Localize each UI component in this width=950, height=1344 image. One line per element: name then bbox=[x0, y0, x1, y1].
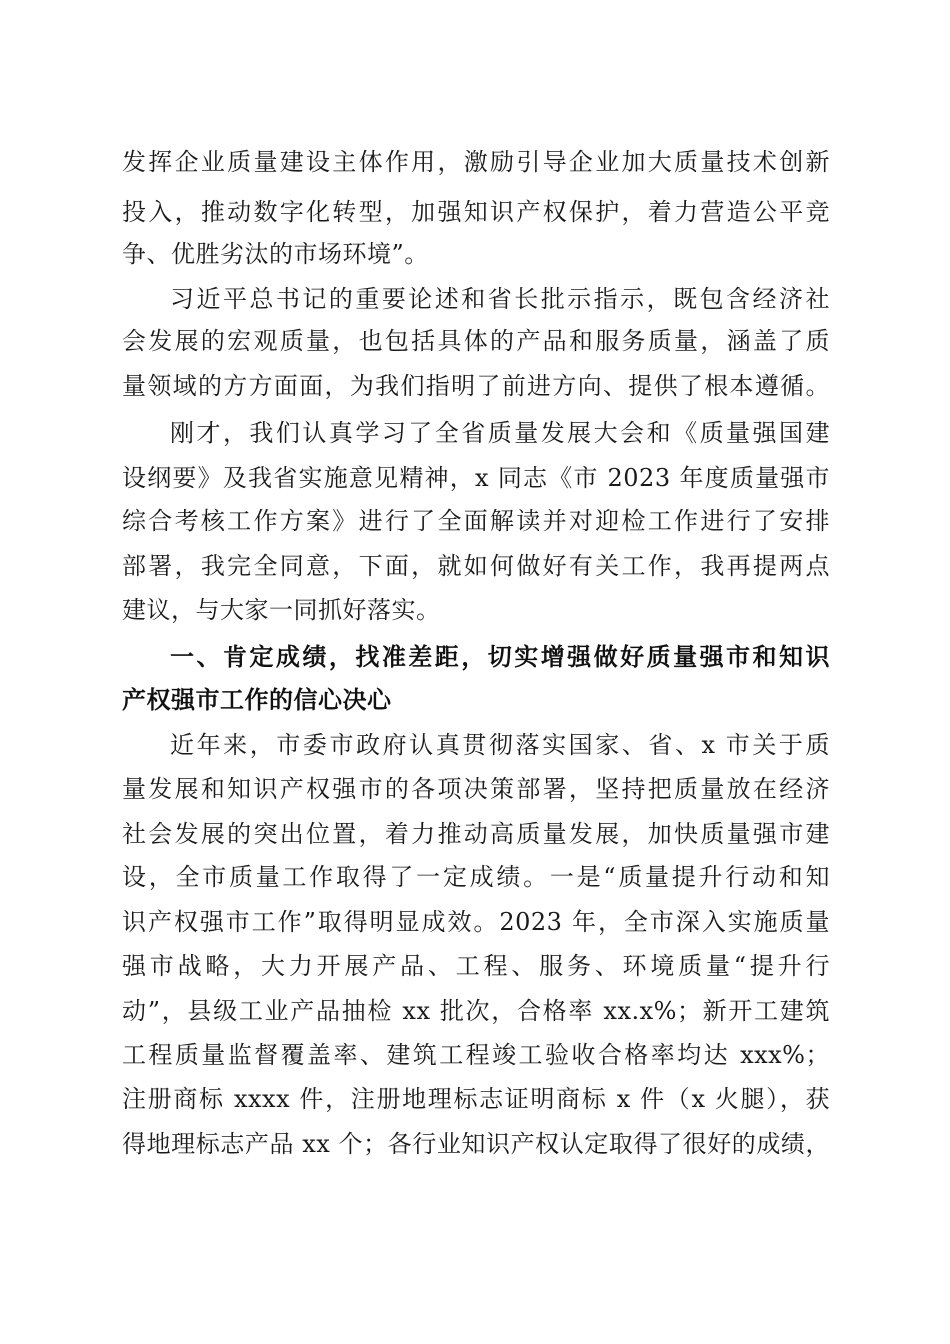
text-line: 发挥企业质量建设主体作用，激励引导企业加大质量技术创新 bbox=[122, 148, 830, 176]
text-line: 争、优胜劣汰的市场环境”。 bbox=[122, 240, 429, 268]
text-line: 量发展和知识产权强市的各项决策部署，坚持把质量放在经济 bbox=[122, 775, 830, 803]
text-line: 设，全市质量工作取得了一定成绩。一是“质量提升行动和知 bbox=[122, 863, 830, 891]
text-line: 强市战略，大力开展产品、工程、服务、环境质量“提升行 bbox=[122, 952, 830, 980]
text-line: 识产权强市工作”取得明显成效。2023 年，全市深入实施质量 bbox=[122, 908, 830, 936]
text-line: 设纲要》及我省实施意见精神，x 同志《市 2023 年度质量强市 bbox=[122, 464, 830, 492]
text-line: 投入，推动数字化转型，加强知识产权保护，着力营造公平竞 bbox=[122, 198, 830, 226]
text-line: 建议，与大家一同抓好落实。 bbox=[122, 596, 441, 624]
section-heading: 一、肯定成绩，找准差距，切实增强做好质量强市和知识 bbox=[170, 643, 830, 671]
text-line: 社会发展的突出位置，着力推动高质量发展，加快质量强市建 bbox=[122, 820, 830, 848]
text-line: 部署，我完全同意，下面，就如何做好有关工作，我再提两点 bbox=[122, 552, 830, 580]
text-line: 习近平总书记的重要论述和省长批示指示，既包含经济社 bbox=[170, 285, 830, 313]
text-line: 综合考核工作方案》进行了全面解读并对迎检工作进行了安排 bbox=[122, 507, 830, 535]
text-line: 动”，县级工业产品抽检 xx 批次，合格率 xx.x%；新开工建筑 bbox=[122, 997, 830, 1025]
text-line: 工程质量监督覆盖率、建筑工程竣工验收合格率均达 xxx%； bbox=[122, 1041, 830, 1069]
text-line: 刚才，我们认真学习了全省质量发展大会和《质量强国建 bbox=[170, 419, 830, 447]
text-line: 得地理标志产品 xx 个；各行业知识产权认定取得了很好的成绩， bbox=[122, 1130, 830, 1158]
section-heading: 产权强市工作的信心决心 bbox=[122, 686, 392, 714]
text-line: 会发展的宏观质量，也包括具体的产品和服务质量，涵盖了质 bbox=[122, 327, 830, 355]
text-line: 量领域的方方面面，为我们指明了前进方向、提供了根本遵循。 bbox=[122, 372, 830, 400]
text-line: 近年来，市委市政府认真贯彻落实国家、省、x 市关于质 bbox=[170, 731, 830, 759]
text-line: 注册商标 xxxx 件，注册地理标志证明商标 x 件（x 火腿），获 bbox=[122, 1085, 830, 1113]
